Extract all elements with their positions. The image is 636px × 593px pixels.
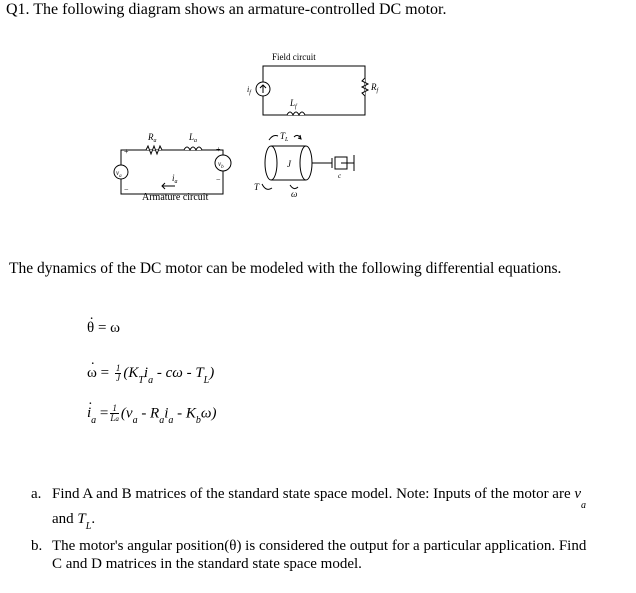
equation-theta-dot xyxy=(87,320,120,337)
label-tl: $T_L$ xyxy=(280,131,289,143)
label-vb: $v_b$ xyxy=(218,160,224,170)
ia-dot: . i xyxy=(87,405,91,422)
item-a-line1 xyxy=(52,486,587,511)
lf-inductor xyxy=(287,112,305,115)
label-rf: $R_f$ xyxy=(371,82,379,94)
label-omega: ω xyxy=(291,189,298,199)
t-arc xyxy=(262,184,272,189)
item-a-t: T xyxy=(77,511,86,527)
item-a-v: v xyxy=(574,486,582,502)
field-circuit-loop xyxy=(263,66,365,115)
field-circuit-label: Field circuit xyxy=(272,52,316,62)
label-c: c xyxy=(338,172,342,180)
eq3-mid: - R xyxy=(137,405,160,422)
eq2-isub: a xyxy=(148,374,154,386)
eq3-equals: = xyxy=(96,405,109,422)
eq2-mid: i xyxy=(143,364,149,381)
armature-circuit-loop xyxy=(121,150,223,194)
eq3-frac-den xyxy=(110,414,119,424)
eq3-lhs-sub: a xyxy=(91,415,97,427)
eq3-i: i xyxy=(164,405,169,422)
label-ra: $R_a$ xyxy=(148,132,157,144)
label-va: $v_a$ xyxy=(116,169,122,179)
eq2-ksub: T xyxy=(138,374,144,386)
intro-text: The dynamics of the DC motor can be modeled with the following differential equations. xyxy=(9,260,562,277)
eq2-frac-den: J xyxy=(116,373,121,383)
item-b-line1: The motor's angular position(θ) is considered the output for a particular application. Find xyxy=(52,538,587,554)
label-la: $L_a$ xyxy=(189,132,198,144)
label-j: J xyxy=(287,159,291,169)
eq3-frac-num: 1 xyxy=(110,404,119,414)
item-a-vsub: a xyxy=(581,500,587,511)
label-minus-vb: − xyxy=(216,175,221,184)
item-a-period: . xyxy=(91,511,96,527)
la-inductor xyxy=(184,147,202,150)
eq3-close: ω) xyxy=(200,405,217,422)
rotor-left-face xyxy=(265,146,277,180)
eq3-fraction xyxy=(110,404,119,424)
eq2-frac-num: 1 xyxy=(115,363,121,373)
eq2-fraction xyxy=(115,364,122,383)
label-lf: $L_f$ xyxy=(290,98,297,110)
rotor-right-face xyxy=(300,146,312,180)
item-a-marker: a. xyxy=(31,486,42,502)
eq3-vsub: a xyxy=(132,415,138,427)
eq3-open: (v xyxy=(120,405,133,422)
eq2-close: ) xyxy=(209,364,215,381)
armature-circuit-label: Armature circuit xyxy=(142,192,209,203)
label-ia: $i_a$ xyxy=(172,173,178,185)
omega-dot: . ω xyxy=(87,365,97,382)
item-b-marker: b. xyxy=(31,538,43,554)
question-title: Q1. The following diagram shows an armature-controlled DC motor. xyxy=(6,1,447,18)
label-plus-va: + xyxy=(124,147,129,156)
item-a-and: and xyxy=(52,511,78,527)
label-plus-vb: + xyxy=(216,145,221,154)
label-t: T xyxy=(254,182,260,192)
label-minus-va: − xyxy=(124,185,129,194)
eq2-equals: = xyxy=(96,364,113,381)
item-a-tsub: L xyxy=(85,521,92,532)
equation-omega-dot xyxy=(87,363,215,386)
eq3-frac-den-sub: a xyxy=(115,415,119,423)
eq3-ksub: b xyxy=(195,415,201,427)
item-a-line2 xyxy=(52,511,96,532)
eq2-rest: - cω - T xyxy=(153,364,204,381)
item-a-text: Find A and B matrices of the standard state space model. Note: Inputs of the motor are xyxy=(52,486,575,502)
rf-resistor xyxy=(362,78,368,96)
dc-motor-diagram xyxy=(0,0,636,240)
ra-resistor xyxy=(146,146,162,154)
item-b-line2: C and D matrices in the standard state space model. xyxy=(52,556,362,572)
eq3-frac-den-l: L xyxy=(110,413,116,423)
theta-dot: . θ xyxy=(87,320,94,337)
eq2-tsub: L xyxy=(203,374,210,386)
eq1-rhs: = ω xyxy=(97,320,121,336)
eq3-rsub: a xyxy=(159,415,165,427)
label-if: $i_f$ xyxy=(247,85,251,96)
equation-ia-dot xyxy=(87,403,217,427)
eq3-isub: a xyxy=(168,415,174,427)
eq2-open: (K xyxy=(123,364,139,381)
tl-arc xyxy=(269,136,278,141)
eq3-rest: - K xyxy=(173,405,196,422)
